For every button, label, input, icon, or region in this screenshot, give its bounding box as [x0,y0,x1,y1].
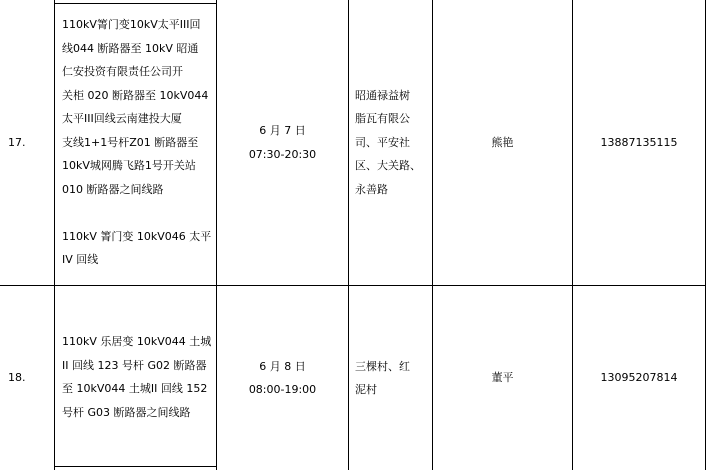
line-description-cell [62,286,216,468]
contact-phone: 13095207814 [600,371,678,385]
line-description: 110kV 乐居变 10kV044 土城 II 回线 123 号杆 G02 断路器 至 10kV044 土城II 回线 152 号杆 G03 断路器之间线路 [62,335,212,419]
outage-time: 6 月 7 日 07:30-20:30 [248,124,317,161]
outage-time: 6 月 8 日 08:00-19:00 [248,359,317,396]
affected-area: 三棵村、红 泥村 [355,359,410,396]
line-description: 110kV箐门变10kV太平III回 线044 断路器至 10kV 昭通 仁安投资有限责任公司开 关柜 020 断路器至 10kV044 太平III回线云南建投大厦 支线1+1号杆Z01 断路器至 10kV城网腾飞路1号开关站 010 断路器之间线路 110kV 箐门变 10kV046 太平 IV 回线 [62,18,212,267]
contact-phone: 13887135115 [600,135,678,149]
contact-phone-cell [573,0,705,285]
affected-area: 昭通禄益树 脂瓦有限公 司、平安社 区、大关路、 永善路 [355,88,421,196]
contact-phone-cell [573,286,705,470]
contact-person: 熊艳 [491,135,514,149]
contact-person-cell [433,0,572,285]
contact-person: 董平 [491,371,514,385]
affected-area-cell [355,286,432,470]
contact-person-cell [433,286,572,470]
row-index: 18. [8,371,26,385]
row-index-cell [8,0,54,285]
line-description-cell [62,2,216,283]
row-index: 17. [8,135,26,149]
row-index-cell [8,286,54,470]
affected-area-cell [355,0,432,285]
outage-time-cell [217,286,348,470]
outage-time-cell [217,0,348,285]
